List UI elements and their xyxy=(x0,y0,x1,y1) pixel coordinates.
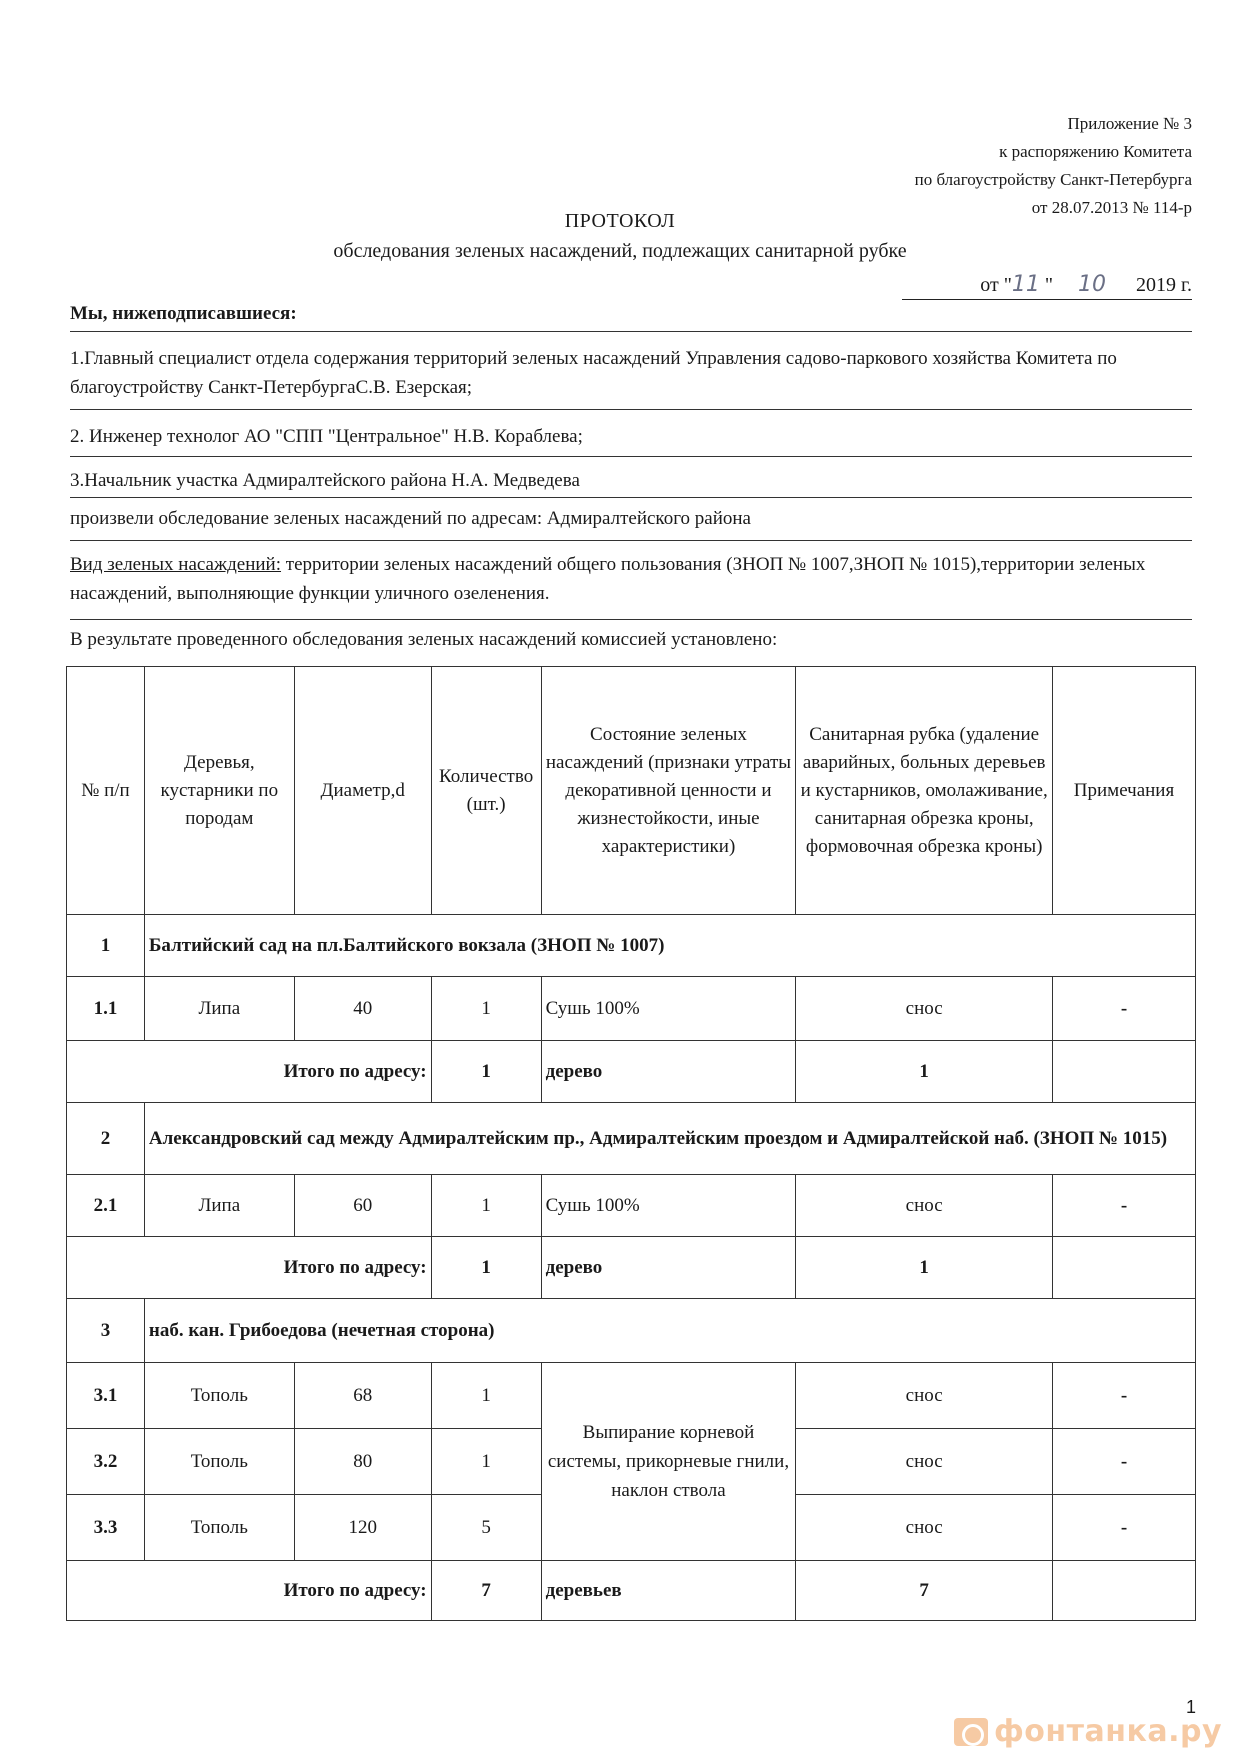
row-species: Тополь xyxy=(144,1363,294,1429)
watermark-logo-icon xyxy=(954,1718,988,1746)
date-year: 2019 г. xyxy=(1136,274,1192,296)
section-row xyxy=(67,915,1196,977)
row-action: снос xyxy=(796,1175,1053,1237)
date-day: 11 xyxy=(1011,272,1040,297)
row-diameter: 68 xyxy=(294,1363,431,1429)
row-count: 1 xyxy=(431,1363,541,1429)
row-diameter: 120 xyxy=(294,1495,431,1561)
watermark-text: фонтанка.ру xyxy=(994,1714,1222,1749)
divider xyxy=(70,331,1192,332)
row-note: - xyxy=(1053,1175,1196,1237)
row-num: 1.1 xyxy=(67,977,145,1041)
total-unit: деревьев xyxy=(541,1561,796,1621)
date-quote: " xyxy=(1039,274,1054,296)
header-num: № п/п xyxy=(67,667,145,915)
green-type-text: территории зеленых насаждений общего пользования (ЗНОП № 1007,ЗНОП № 1015),территории зеленых насаждений, выполняющие функции уличного озеленения. xyxy=(70,554,1146,604)
approval-line-1: Приложение № 3 xyxy=(1067,114,1192,133)
approval-line-3: по благоустройству Санкт-Петербурга xyxy=(914,170,1192,189)
divider xyxy=(70,456,1192,457)
row-diameter: 60 xyxy=(294,1175,431,1237)
total-unit: дерево xyxy=(541,1041,796,1103)
row-count: 1 xyxy=(431,1429,541,1495)
table-row xyxy=(67,1363,1196,1429)
section-row xyxy=(67,1299,1196,1363)
signatory-2: 2. Инженер технолог АО "СПП "Центральное" Н.В. Кораблева; xyxy=(70,426,583,447)
total-unit: дерево xyxy=(541,1237,796,1299)
approval-line-2: к распоряжению Комитета xyxy=(999,142,1192,161)
row-action: снос xyxy=(796,977,1053,1041)
total-action-count: 1 xyxy=(796,1041,1053,1103)
row-note: - xyxy=(1053,1363,1196,1429)
header-felling: Санитарная рубка (удаление аварийных, больных деревьев и кустарников, омолаживание, санитарная обрезка кроны, формовочная обрезка кроны) xyxy=(796,667,1053,915)
row-species: Липа xyxy=(144,1175,294,1237)
total-row xyxy=(67,1561,1196,1621)
header-count: Количество (шт.) xyxy=(431,667,541,915)
total-action-count: 7 xyxy=(796,1561,1053,1621)
total-count: 1 xyxy=(431,1237,541,1299)
total-count: 7 xyxy=(431,1561,541,1621)
row-num: 3.2 xyxy=(67,1429,145,1495)
total-note xyxy=(1053,1237,1196,1299)
row-state: Сушь 100% xyxy=(541,977,796,1041)
result-intro: В результате проведенного обследования зеленых насаждений комиссией установлено: xyxy=(70,629,778,650)
section-num: 3 xyxy=(67,1299,145,1363)
row-count: 5 xyxy=(431,1495,541,1561)
header-species: Деревья, кустарники по породам xyxy=(144,667,294,915)
divider xyxy=(70,540,1192,541)
row-count: 1 xyxy=(431,1175,541,1237)
watermark-logo xyxy=(954,1714,1222,1749)
row-num: 3.1 xyxy=(67,1363,145,1429)
signatory-1: 1.Главный специалист отдела содержания территорий зеленых насаждений Управления садово-паркового хозяйства Комитета по благоустройству Санкт-ПетербургаС.В. Езерская; xyxy=(70,348,1117,398)
table-row xyxy=(67,977,1196,1041)
total-action-count: 1 xyxy=(796,1237,1053,1299)
shared-state: Выпирание корневой системы, прикорневые гнили, наклон ствола xyxy=(541,1363,796,1561)
header-state: Состояние зеленых насаждений (признаки утраты декоративной ценности и жизнестойкости, иные характеристики) xyxy=(541,667,796,915)
row-note: - xyxy=(1053,1495,1196,1561)
row-action: снос xyxy=(796,1495,1053,1561)
green-type-label: Вид зеленых насаждений: xyxy=(70,554,282,575)
table-header-row xyxy=(67,667,1196,915)
total-row xyxy=(67,1041,1196,1103)
date-prefix: от " xyxy=(980,274,1012,296)
row-note: - xyxy=(1053,977,1196,1041)
divider xyxy=(70,409,1192,410)
row-state: Сушь 100% xyxy=(541,1175,796,1237)
total-count: 1 xyxy=(431,1041,541,1103)
row-species: Тополь xyxy=(144,1495,294,1561)
section-num: 1 xyxy=(67,915,145,977)
approval-line-4: от 28.07.2013 № 114-р xyxy=(1031,198,1192,217)
document-title: ПРОТОКОЛ xyxy=(564,210,676,232)
divider xyxy=(70,497,1192,498)
header-diameter: Диаметр,d xyxy=(294,667,431,915)
row-num: 2.1 xyxy=(67,1175,145,1237)
row-diameter: 80 xyxy=(294,1429,431,1495)
total-row xyxy=(67,1237,1196,1299)
table-row xyxy=(67,1175,1196,1237)
row-action: снос xyxy=(796,1363,1053,1429)
section-num: 2 xyxy=(67,1103,145,1175)
survey-line: произвели обследование зеленых насаждений по адресам: Адмиралтейского района xyxy=(70,508,751,529)
row-species: Липа xyxy=(144,977,294,1041)
total-label: Итого по адресу: xyxy=(67,1561,432,1621)
page-number: 1 xyxy=(1185,1697,1196,1717)
total-note xyxy=(1053,1561,1196,1621)
section-title: Александровский сад между Адмиралтейским пр., Адмиралтейским проездом и Адмиралтейской наб. (ЗНОП № 1015) xyxy=(144,1103,1195,1175)
row-num: 3.3 xyxy=(67,1495,145,1561)
divider xyxy=(70,619,1192,620)
signatories-heading: Мы, нижеподписавшиеся: xyxy=(70,303,297,324)
survey-table xyxy=(66,666,1196,1621)
signatory-3: 3.Начальник участка Адмиралтейского района Н.А. Медведева xyxy=(70,470,580,491)
section-title: наб. кан. Грибоедова (нечетная сторона) xyxy=(144,1299,1195,1363)
approval-block xyxy=(915,110,1192,222)
section-row xyxy=(67,1103,1196,1175)
date-month: 10 xyxy=(1078,272,1107,297)
row-action: снос xyxy=(796,1429,1053,1495)
section-title: Балтийский сад на пл.Балтийского вокзала (ЗНОП № 1007) xyxy=(144,915,1195,977)
row-count: 1 xyxy=(431,977,541,1041)
row-species: Тополь xyxy=(144,1429,294,1495)
green-type-paragraph xyxy=(70,550,1192,608)
document-subtitle: обследования зеленых насаждений, подлежащих санитарной рубке xyxy=(333,240,907,262)
row-diameter: 40 xyxy=(294,977,431,1041)
total-note xyxy=(1053,1041,1196,1103)
document-date xyxy=(902,272,1192,300)
header-notes: Примечания xyxy=(1053,667,1196,915)
total-label: Итого по адресу: xyxy=(67,1237,432,1299)
total-label: Итого по адресу: xyxy=(67,1041,432,1103)
row-note: - xyxy=(1053,1429,1196,1495)
